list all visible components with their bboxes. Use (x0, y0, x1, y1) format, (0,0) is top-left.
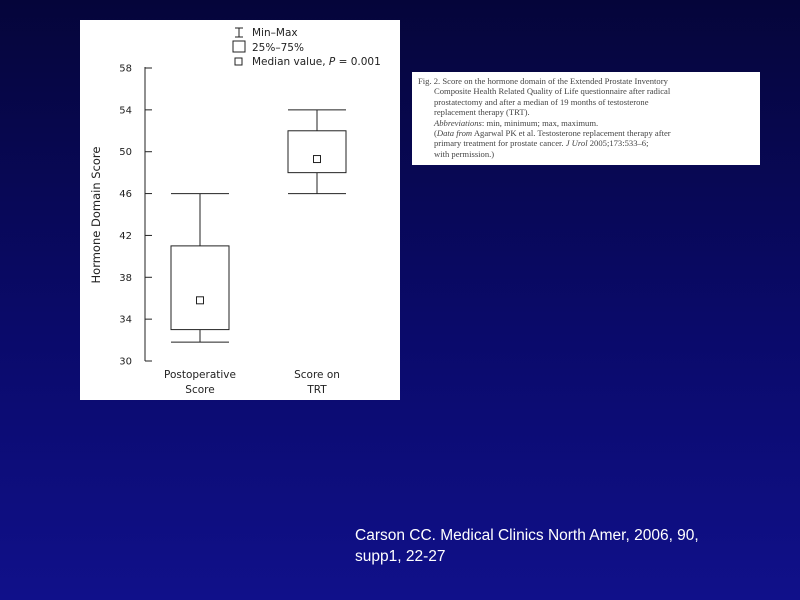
legend-label-median: Median value, P = 0.001 (252, 56, 381, 68)
caption-source: (Data from Agarwal PK et al. Testosterone replacement therapy after (434, 128, 671, 139)
legend-label-minmax: Min–Max (252, 27, 298, 39)
box-plot-chart (80, 20, 400, 400)
iqr-box (171, 246, 229, 330)
caption-line-4: replacement therapy (TRT). (434, 107, 530, 118)
caption-abbreviations: Abbreviations: min, minimum; max, maximum. (434, 117, 599, 128)
caption-line-3: prostatectomy and after a median of 19 months of testosterone (434, 96, 649, 107)
y-tick-label: 46 (119, 189, 132, 201)
citation-line-1: Carson CC. Medical Clinics North Amer, 2006, 90, (355, 527, 699, 544)
legend-box-symbol (233, 41, 245, 52)
y-tick-label: 42 (119, 230, 132, 242)
y-tick-label: 58 (119, 63, 132, 75)
y-tick-label: 38 (119, 272, 132, 284)
caption-line-2: Composite Health Related Quality of Life questionnaire after radical (434, 86, 671, 97)
y-axis-ticks (119, 64, 152, 368)
category-label: Score on (294, 369, 340, 381)
box-group (164, 194, 236, 396)
category-label: Score (185, 384, 215, 396)
box-groups (164, 110, 346, 396)
legend-whisker-symbol (235, 28, 243, 37)
category-label: Postoperative (164, 369, 236, 381)
caption-line-1: Fig. 2. Score on the hormone domain of the Extended Prostate Inventory (418, 76, 668, 86)
legend (233, 27, 381, 68)
y-tick-label: 50 (119, 147, 132, 159)
y-tick-label: 54 (119, 105, 132, 117)
legend-median-symbol (235, 58, 242, 65)
legend-label-iqr: 25%–75% (252, 42, 304, 54)
citation-text (355, 525, 775, 567)
y-axis-title: Hormone Domain Score (89, 146, 103, 284)
median-marker (314, 156, 321, 163)
box-group (288, 110, 346, 396)
citation-line-2: supp1, 22-27 (355, 548, 446, 565)
median-marker (197, 297, 204, 304)
caption-source-cont: primary treatment for prostate cancer. J Urol 2005;173:533–6; (434, 138, 649, 149)
chart-panel (80, 20, 400, 400)
y-tick-label: 34 (119, 314, 132, 326)
iqr-box (288, 131, 346, 173)
caption-source-end: with permission.) (434, 148, 495, 159)
category-label: TRT (307, 384, 327, 396)
y-tick-label: 30 (119, 356, 132, 368)
figure-caption (412, 72, 760, 165)
